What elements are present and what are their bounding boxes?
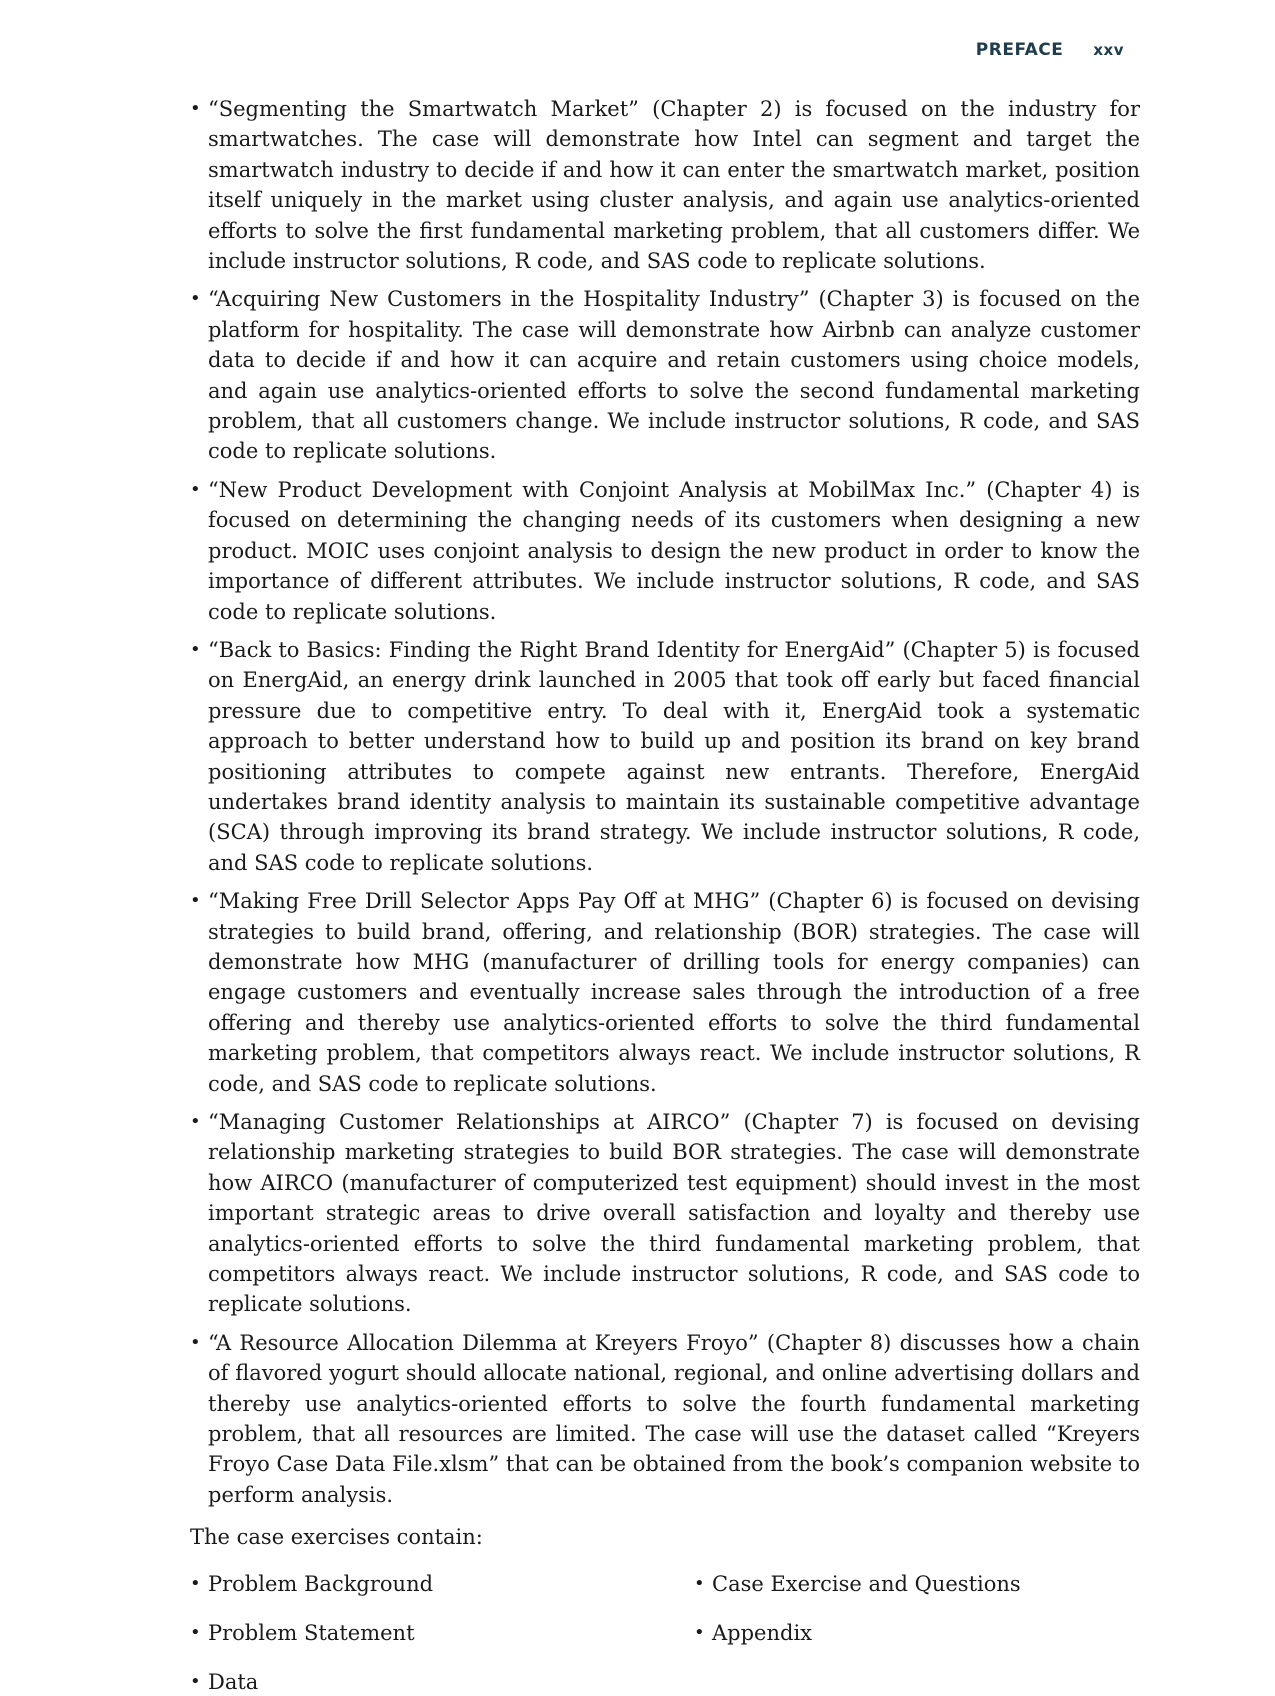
case-list bbox=[190, 94, 1140, 1510]
running-head bbox=[976, 40, 1124, 60]
page-number: xxv bbox=[1093, 41, 1124, 59]
case-item-chapter-4: • “New Product Development with Conjoint Analysis at MobilMax Inc.” (Chapter 4) is focused on determining the changing needs of its customers when designing a new product. MOIC uses conjoint analysis to design the new product in order to know the importance of different attributes. We include instructor solutions, R code, and SAS code to replicate solutions. bbox=[190, 475, 1140, 627]
exercises-intro: The case exercises contain: bbox=[190, 1525, 483, 1550]
exercise-contents-list bbox=[190, 1570, 1140, 1696]
case-item-chapter-6: • “Making Free Drill Selector Apps Pay Off at MHG” (Chapter 6) is focused on devising strategies to build brand, offering, and relationship (BOR) strategies. The case will demonstrate how MHG (manufacturer of drilling tools for energy companies) can engage customers and eventually increase sales through the introduction of a free offering and thereby use analytics-oriented efforts to solve the third fundamental marketing problem, that competitors always react. We include instructor solutions, R code, and SAS code to replicate solutions. bbox=[190, 886, 1140, 1099]
case-item-chapter-8: • “A Resource Allocation Dilemma at Kreyers Froyo” (Chapter 8) discusses how a chain of flavored yogurt should allocate national, regional, and online advertising dollars and thereby use analytics-oriented efforts to solve the fourth fundamental marketing problem, that all resources are limited. The case will use the dataset called “Kreyers Froyo Case Data File.xlsm” that can be obtained from the book’s companion website to perform analysis. bbox=[190, 1328, 1140, 1510]
exercise-item: • Appendix bbox=[694, 1619, 1140, 1647]
page-body bbox=[190, 94, 1140, 1696]
exercise-item: • Problem Background bbox=[190, 1570, 694, 1598]
case-item-chapter-2: • “Segmenting the Smartwatch Market” (Chapter 2) is focused on the industry for smartwatches. The case will demonstrate how Intel can segment and target the smartwatch industry to decide if and how it can enter the smartwatch market, position itself uniquely in the market using cluster analysis, and again use analytics-oriented efforts to solve the first fundamental marketing problem, that all customers differ. We include instructor solutions, R code, and SAS code to replicate solutions. bbox=[190, 94, 1140, 276]
section-title: PREFACE bbox=[975, 40, 1064, 60]
case-item-chapter-5: • “Back to Basics: Finding the Right Brand Identity for EnergAid” (Chapter 5) is focused on EnergAid, an energy drink launched in 2005 that took off early but faced financial pressure due to competitive entry. To deal with it, EnergAid took a systematic approach to better understand how to build up and position its brand on key brand positioning attributes to compete against new entrants. Therefore, EnergAid undertakes brand identity analysis to maintain its sustainable competitive advantage (SCA) through improving its brand strategy. We include instructor solutions, R code, and SAS code to replicate solutions. bbox=[190, 635, 1140, 878]
exercise-item: • Problem Statement bbox=[190, 1619, 694, 1647]
case-item-chapter-3: • “Acquiring New Customers in the Hospitality Industry” (Chapter 3) is focused on the platform for hospitality. The case will demonstrate how Airbnb can analyze customer data to decide if and how it can acquire and retain customers using choice models, and again use analytics-oriented efforts to solve the second fundamental marketing problem, that all customers change. We include instructor solutions, R code, and SAS code to replicate solutions. bbox=[190, 284, 1140, 466]
case-item-chapter-7: • “Managing Customer Relationships at AIRCO” (Chapter 7) is focused on devising relationship marketing strategies to build BOR strategies. The case will demonstrate how AIRCO (manufacturer of computerized test equipment) should invest in the most important strategic areas to drive overall satisfaction and loyalty and thereby use analytics-oriented efforts to solve the third fundamental marketing problem, that competitors always react. We include instructor solutions, R code, and SAS code to replicate solutions. bbox=[190, 1107, 1140, 1320]
exercise-item: • Case Exercise and Questions bbox=[694, 1570, 1140, 1598]
exercise-item: • Data bbox=[190, 1668, 694, 1696]
